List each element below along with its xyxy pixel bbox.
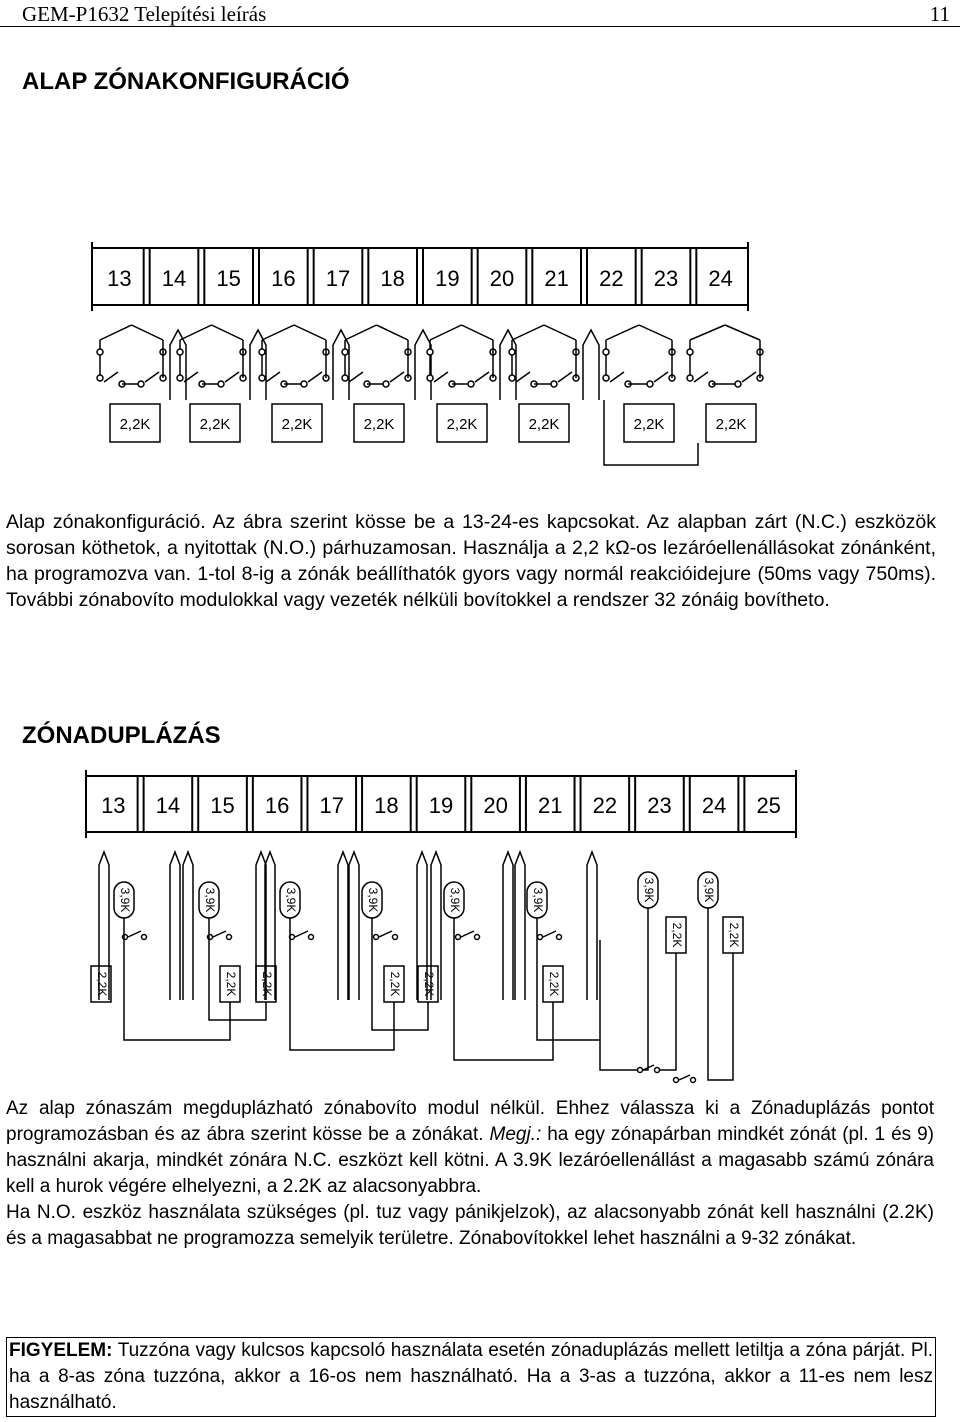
resistor-label: 2,2K: [446, 416, 478, 433]
note-label: Megj.:: [489, 1124, 542, 1145]
zone-doubling-paragraph-2: Ha N.O. eszköz használata szükséges (pl. tuz vagy pánikjelzok), az alacsonyabb zónát kell használni (2.2K) és a magasabbat ne programozza semelyik területre. Zónabovítokkel lehet használni a 9-32 zónákat.: [6, 1202, 934, 1249]
terminal-labels: [101, 793, 781, 818]
resistor-label: 2,2K: [726, 922, 741, 948]
resistor-label: 2,2K: [546, 971, 561, 997]
document-title: GEM-P1632 Telepítési leírás: [22, 2, 267, 26]
terminal-label: 16: [264, 793, 290, 818]
terminal-label: 23: [647, 793, 672, 818]
resistor-label: 2,2K: [633, 416, 665, 433]
terminal-label: 14: [161, 266, 187, 291]
paragraph-1-part-1: Az alap zónaszám megduplázható zónabovíto modul nélkül. Ehhez válassza ki a Zónaduplázás pontot programozásban és az ábra szerint kösse be a zónákat.: [6, 1098, 934, 1145]
warning-box: [6, 1337, 936, 1417]
section-heading-basic-zone-config: ALAP ZÓNAKONFIGURÁCIÓ: [22, 68, 350, 95]
basic-zone-wiring-diagram: [0, 235, 960, 475]
resistor-label: 3,9K: [202, 887, 217, 913]
resistor-label: 3,9K: [701, 877, 716, 903]
basic-zone-paragraph: Alap zónakonfiguráció. Az ábra szerint kösse be a 13-24-es kapcsokat. Az alapban zárt (N.C.) eszközök sorosan köthetok, a nyitottak (N.O.) párhuzamosan. Használja a 2,2 kΩ-os lezáróellenállásokat zónánként, ha programozva van. 1-tol 8-ig a zónák beállíthatók gyors vagy normál reakcióidejure (50ms vagy 750ms). További zónabovíto modulokkal vagy vezeték nélküli bovítokkel a rendszer 32 zónáig bovítheto.: [6, 511, 936, 611]
warning-text: Tuzzóna vagy kulcsos kapcsoló használata esetén zónaduplázás mellett letiltja a zóna párját. Pl. ha a 8-as zóna tuzzóna, akkor a 16-os nem használható. Ha a 3-as a tuzzóna, akkor a 11-es nem lesz használható.: [9, 1340, 933, 1413]
resistor-label: 2,2K: [363, 416, 395, 433]
terminal-label: 22: [599, 266, 624, 291]
terminal-label: 18: [374, 793, 399, 818]
terminal-label: 23: [653, 266, 679, 291]
zone-wiring: [97, 325, 763, 465]
terminal-label: 19: [435, 266, 460, 291]
paragraph-1-part-2: ha egy zónapárban mindkét zónát (pl. 1 és 9) használni akarja, mindkét zónára N.C. eszközt kell kötni. A 3.9K lezáróellenállást a magasabb számú zónára kell a hurok végére elhelyezni, a 2.2K az alacsonyabbra.: [6, 1124, 934, 1197]
terminal-label: 15: [216, 266, 241, 291]
resistor-label: 2,2K: [715, 416, 747, 433]
terminal-label: 20: [489, 266, 515, 291]
terminal-label: 22: [592, 793, 618, 818]
resistor-label: 2,2K: [259, 971, 274, 997]
terminal-label: 21: [537, 793, 563, 818]
terminal-label: 13: [107, 266, 132, 291]
terminal-label: 20: [483, 793, 508, 818]
zone-doubling-wiring-diagram: [0, 760, 960, 1095]
page-header: [0, 0, 960, 27]
resistor-label: 2,2K: [421, 971, 436, 997]
resistor-label: 3,9K: [641, 877, 656, 903]
terminal-label: 16: [271, 266, 296, 291]
terminal-label: 19: [428, 793, 454, 818]
resistor-label: 2,2K: [669, 922, 684, 948]
terminal-label: 15: [210, 793, 235, 818]
resistor-label: 3,9K: [447, 887, 462, 913]
terminal-label: 13: [101, 793, 126, 818]
resistor-label: 2,2K: [528, 416, 560, 433]
terminal-label: 14: [155, 793, 181, 818]
resistor-label: 2,2K: [281, 416, 313, 433]
terminal-label: 17: [325, 266, 351, 291]
resistor-label: 2,2K: [223, 971, 238, 997]
resistor-label: 2,2K: [387, 971, 402, 997]
resistor-label: 3,9K: [283, 887, 298, 913]
warning-label: FIGYELEM:: [9, 1340, 113, 1361]
terminal-labels: [107, 266, 733, 291]
resistor-labels: [120, 416, 747, 433]
zone-doubling-text: [6, 1096, 934, 1252]
terminal-label: 25: [756, 793, 781, 818]
resistor-label: 3,9K: [530, 887, 545, 913]
terminal-label: 18: [380, 266, 405, 291]
terminal-label: 24: [701, 793, 727, 818]
resistor-label: 2,2K: [199, 416, 231, 433]
resistor-label: 2,2K: [94, 971, 109, 997]
terminal-label: 21: [544, 266, 569, 291]
section-heading-zone-doubling: ZÓNADUPLÁZÁS: [22, 722, 221, 749]
terminal-label: 24: [708, 266, 733, 291]
zone-doubling-paragraph-1: [6, 1096, 934, 1200]
resistor-label: 3,9K: [117, 887, 132, 913]
terminal-strip: [92, 242, 748, 311]
terminal-label: 17: [319, 793, 345, 818]
resistor-label: 3,9K: [365, 887, 380, 913]
resistor-label: 2,2K: [119, 416, 151, 433]
page-number: 11: [929, 2, 950, 26]
